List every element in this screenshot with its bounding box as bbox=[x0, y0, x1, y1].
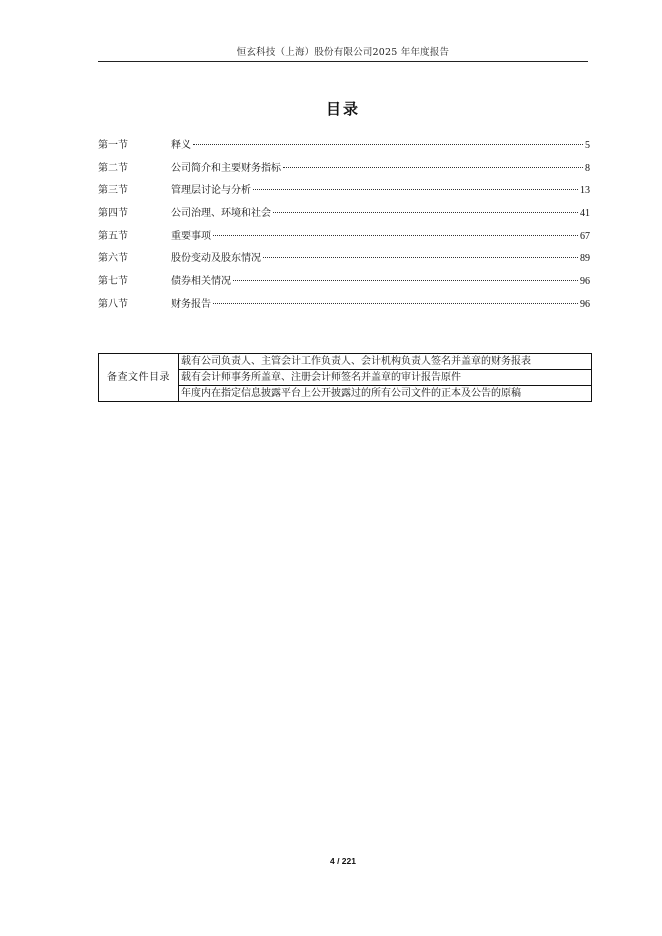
toc-entry-label: 管理层讨论与分析 bbox=[171, 185, 251, 197]
dot-leader bbox=[273, 212, 578, 213]
toc-entry[interactable] bbox=[98, 230, 590, 253]
toc-entry-number: 第六节 bbox=[98, 253, 128, 265]
header-divider bbox=[98, 61, 588, 62]
toc-entry[interactable] bbox=[98, 252, 590, 275]
dot-leader bbox=[213, 235, 578, 236]
toc-entry-number: 第一节 bbox=[98, 140, 128, 151]
toc-entry-page: 5 bbox=[585, 140, 590, 151]
toc-entry-number: 第七节 bbox=[98, 276, 128, 288]
reference-documents-label: 备查文件目录 bbox=[99, 354, 179, 402]
toc-entry-page: 41 bbox=[580, 208, 590, 220]
table-of-contents bbox=[98, 139, 590, 321]
toc-entry-number: 第四节 bbox=[98, 208, 128, 220]
toc-entry-page: 13 bbox=[580, 185, 590, 197]
reference-documents-table bbox=[98, 353, 592, 402]
toc-entry-number: 第五节 bbox=[98, 230, 128, 242]
toc-entry-page: 67 bbox=[580, 230, 590, 242]
toc-entry-label: 重要事项 bbox=[171, 230, 211, 242]
table-cell: 载有会计师事务所盖章、注册会计师签名并盖章的审计报告原件 bbox=[179, 370, 592, 386]
toc-entry-label: 公司治理、环境和社会 bbox=[171, 208, 271, 220]
table-cell: 年度内在指定信息披露平台上公开披露过的所有公司文件的正本及公告的原稿 bbox=[179, 386, 592, 402]
toc-entry-label: 释义 bbox=[171, 140, 191, 151]
toc-entry[interactable] bbox=[98, 275, 590, 298]
toc-entry-page: 89 bbox=[580, 253, 590, 265]
toc-entry-label: 股份变动及股东情况 bbox=[171, 253, 261, 265]
page-header: 恒玄科技（上海）股份有限公司2025 年年度报告 bbox=[236, 47, 450, 58]
toc-entry-number: 第三节 bbox=[98, 185, 128, 197]
dot-leader bbox=[263, 257, 578, 258]
toc-entry-number: 第八节 bbox=[98, 298, 128, 310]
toc-entry-number: 第二节 bbox=[98, 162, 128, 174]
dot-leader bbox=[233, 280, 578, 281]
toc-title: 目录 bbox=[325, 100, 360, 118]
page-number: 4 / 221 bbox=[330, 856, 356, 866]
toc-entry[interactable] bbox=[98, 298, 590, 321]
toc-entry-label: 公司简介和主要财务指标 bbox=[171, 162, 281, 174]
toc-entry-page: 8 bbox=[585, 162, 590, 174]
dot-leader bbox=[213, 303, 578, 304]
table-cell: 载有公司负责人、主管会计工作负责人、会计机构负责人签名并盖章的财务报表 bbox=[179, 354, 592, 370]
toc-entry-page: 96 bbox=[580, 298, 590, 310]
toc-entry[interactable] bbox=[98, 139, 590, 162]
toc-entry-page: 96 bbox=[580, 276, 590, 288]
table-row bbox=[99, 354, 592, 370]
toc-entry[interactable] bbox=[98, 162, 590, 185]
toc-entry-label: 财务报告 bbox=[171, 298, 211, 310]
toc-entry[interactable] bbox=[98, 207, 590, 230]
dot-leader bbox=[253, 189, 578, 190]
toc-entry[interactable] bbox=[98, 184, 590, 207]
dot-leader bbox=[193, 144, 583, 145]
dot-leader bbox=[283, 167, 583, 168]
toc-entry-label: 债券相关情况 bbox=[171, 276, 231, 288]
